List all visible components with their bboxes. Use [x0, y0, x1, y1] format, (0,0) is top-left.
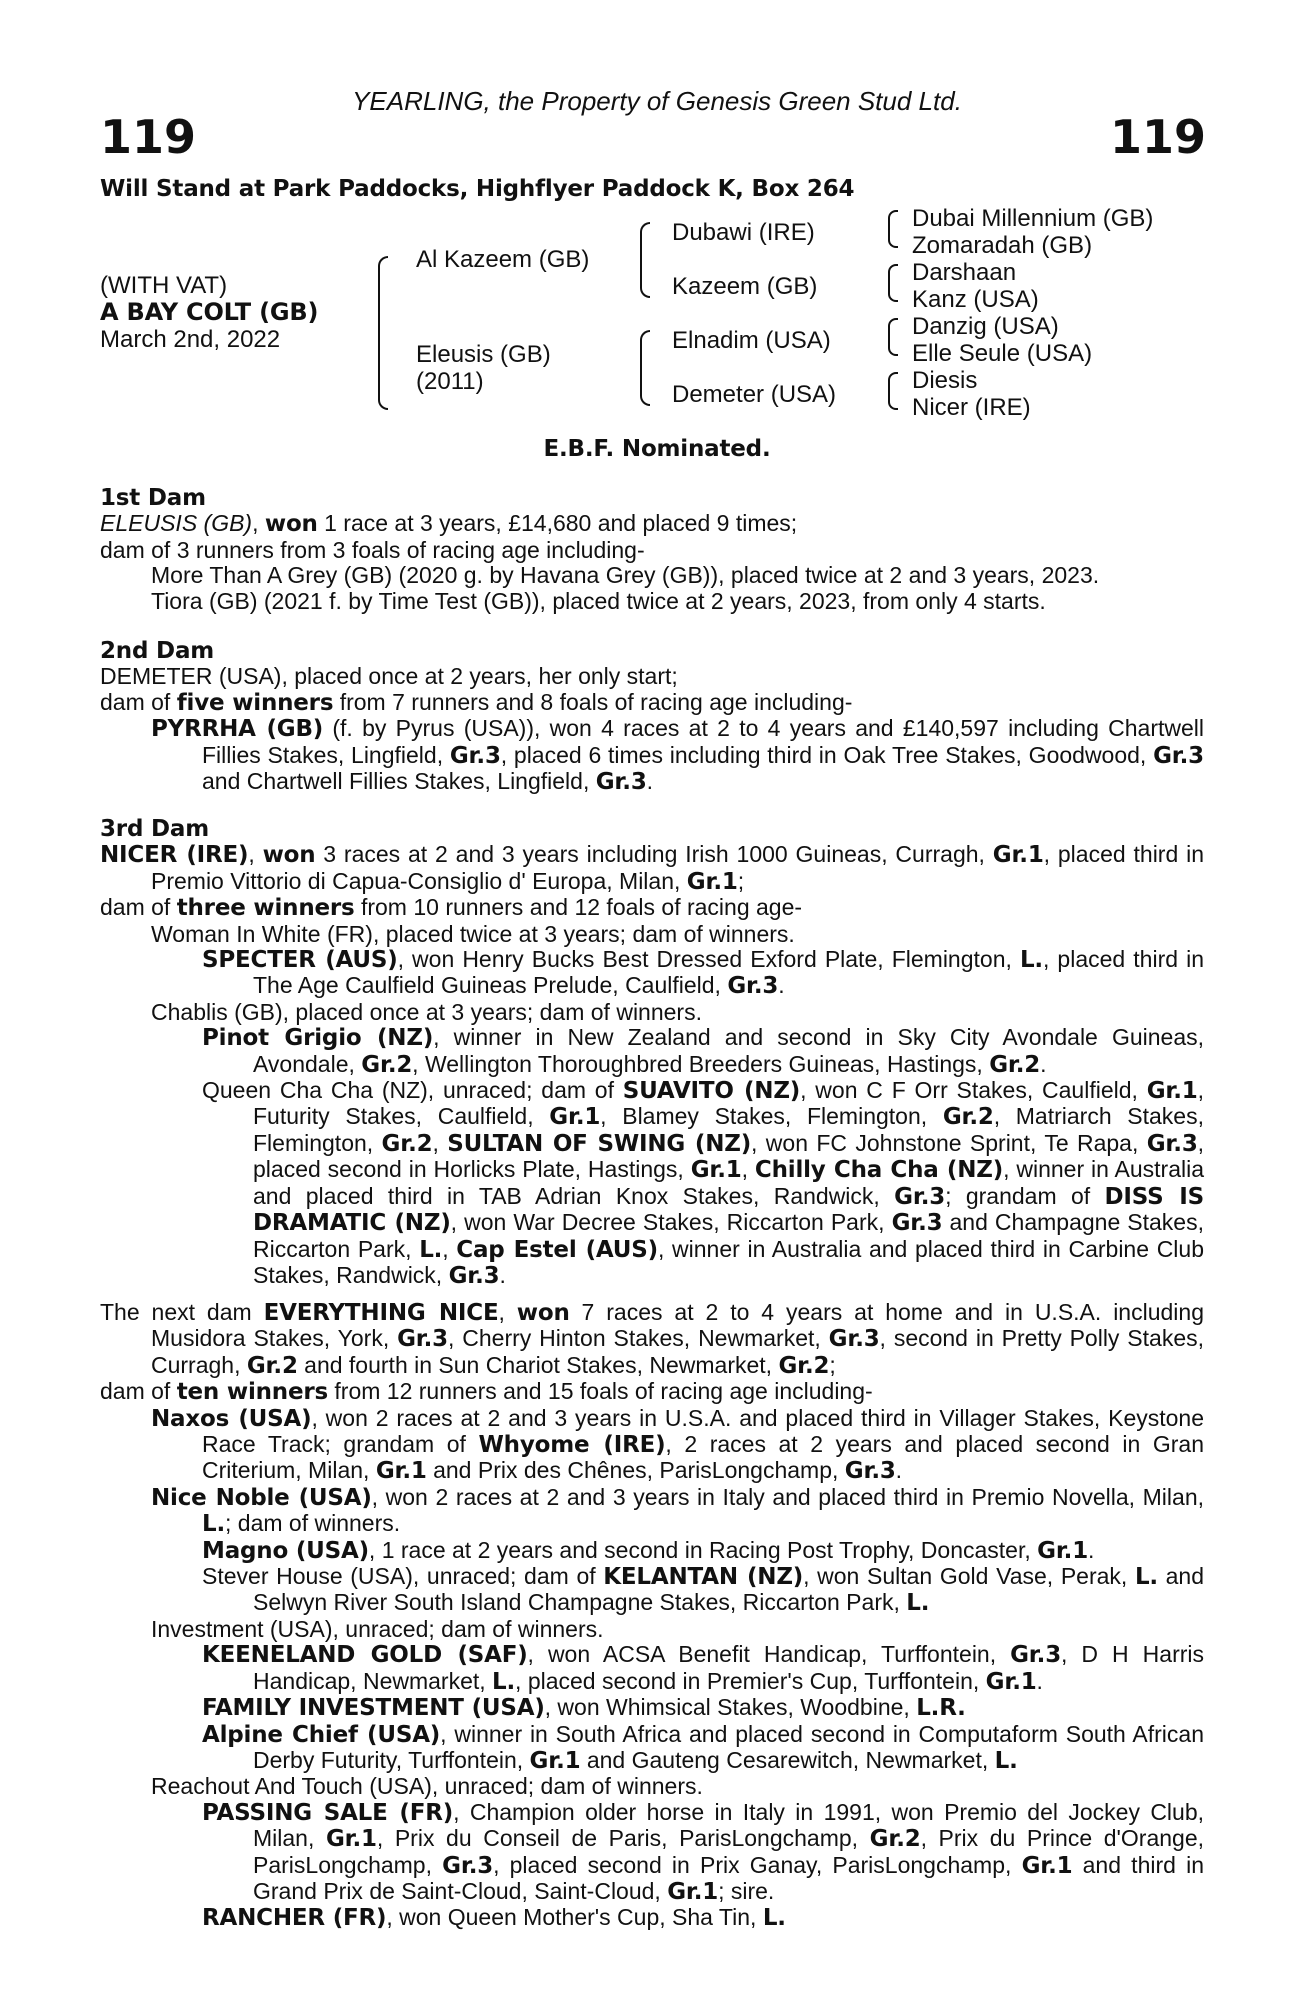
dam-year: (2011) — [416, 368, 484, 395]
text-bold: Gr.2 — [989, 1051, 1041, 1078]
third-dam-record — [100, 842, 1204, 895]
text: , won Queen Mother's Cup, Sha Tin, — [386, 1904, 763, 1931]
next-dam-section — [100, 1300, 1204, 1932]
next-dam-record — [100, 1300, 1204, 1379]
second-dam-record: DEMETER (USA), placed once at 2 years, her only start; — [100, 663, 678, 690]
text: , placed third in The Age Caulfield Guineas Prelude, Caulfield, — [253, 946, 1204, 999]
text-bold: L. — [202, 1511, 225, 1538]
text-bold: L. — [419, 1236, 443, 1263]
first-dam-heading: 1st Dam — [100, 485, 206, 511]
text-bold: Gr.1 — [690, 1157, 742, 1184]
text-bold: Gr.1 — [529, 1747, 581, 1774]
text: ; — [829, 1351, 836, 1378]
text-bold: Gr.3 — [397, 1326, 448, 1353]
text: , Prix du Prince d'Orange, ParisLongchamp, — [253, 1825, 1205, 1878]
first-dam-name: ELEUSIS (GB) — [100, 510, 253, 537]
text: , placed third in Premio Vittorio di Capua-Consiglio d' Europa, Milan, — [151, 841, 1204, 894]
third-dam-heading: 3rd Dam — [100, 816, 209, 842]
text-bold: five winners — [176, 689, 334, 716]
produce-item — [100, 1025, 1204, 1078]
horse-name: A BAY COLT (GB) — [100, 298, 319, 326]
next-dam-produce-summary — [100, 1379, 1204, 1405]
text: from 10 runners and 12 foals of racing age- — [354, 894, 803, 921]
text: , 1 race at 2 years and second in Racing Post Trophy, Doncaster, — [368, 1536, 1038, 1563]
text: , Futurity Stakes, Caulfield, — [253, 1077, 1204, 1130]
text: , winner in South Africa and placed second in Computaform South African Derby Futurity, Turffontein, — [253, 1720, 1204, 1773]
first-dam-produce-summary: dam of 3 runners from 3 foals of racing age including- — [100, 536, 645, 563]
text-bold: Gr.3 — [844, 1458, 896, 1485]
text: and Chartwell Fillies Stakes, Lingfield, — [202, 768, 596, 795]
dam-dam: Demeter (USA) — [672, 381, 837, 408]
text-bold: L.R. — [916, 1695, 966, 1722]
text: ; dam of winners. — [225, 1510, 401, 1537]
text: , — [432, 1129, 448, 1156]
text: , Matriarch Stakes, Flemington, — [253, 1103, 1204, 1156]
ggp-3: Darshaan — [912, 259, 1017, 286]
text-bold: Gr.2 — [778, 1352, 830, 1379]
produce-item — [100, 716, 1204, 795]
ggp-7: Diesis — [912, 367, 978, 394]
produce-item: Investment (USA), unraced; dam of winners. — [151, 1615, 604, 1642]
text-bold: Gr.3 — [727, 973, 779, 1000]
text-bold: L. — [906, 1590, 930, 1617]
produce-item: Reachout And Touch (USA), unraced; dam of winners. — [151, 1773, 703, 1800]
text-bold: Gr.3 — [1146, 1130, 1198, 1157]
text-bold: L. — [762, 1905, 786, 1932]
text-bold: Gr.3 — [449, 742, 501, 769]
text-bold: Gr.2 — [361, 1051, 413, 1078]
lot-number-right: 119 — [1109, 110, 1206, 164]
text-bold: Gr.3 — [828, 1326, 880, 1353]
produce-item — [100, 1538, 1204, 1564]
text: . — [499, 1261, 506, 1288]
produce-name: Nice Noble (USA) — [151, 1484, 372, 1511]
text-bold: Gr.1 — [375, 1458, 427, 1485]
pedigree-brace-g3 — [888, 318, 898, 356]
text: ; sire. — [718, 1877, 775, 1904]
sire-sire: Dubawi (IRE) — [672, 219, 815, 246]
text-bold: Gr.1 — [1037, 1537, 1089, 1564]
produce-item — [100, 1800, 1204, 1906]
produce-name: FAMILY INVESTMENT (USA) — [202, 1695, 545, 1722]
produce-item: Tiora (GB) (2021 f. by Time Test (GB)), placed twice at 2 years, 2023, from only 4 starts. — [151, 587, 1046, 614]
ggp-4: Kanz (USA) — [912, 286, 1039, 313]
text: and Gauteng Cesarewitch, Newmarket, — [580, 1746, 995, 1773]
second-dam-produce-summary — [100, 690, 1204, 716]
text: , placed second in Premier's Cup, Turffontein, — [515, 1667, 986, 1694]
text: 7 races at 2 to 4 years at home and in U.S.A. including Musidora Stakes, York, — [151, 1299, 1204, 1352]
produce-item — [100, 1406, 1204, 1485]
text: , winner in Australia and placed third in TAB Adrian Knox Stakes, Randwick, — [253, 1156, 1205, 1209]
text: , — [442, 1235, 457, 1262]
text-bold: three winners — [176, 895, 355, 922]
ggp-5: Danzig (USA) — [912, 313, 1059, 340]
text: . — [1088, 1536, 1095, 1563]
second-dam-section — [100, 639, 1204, 795]
text: and fourth in Sun Chariot Stakes, Newmarket, — [297, 1351, 779, 1378]
produce-item — [100, 1485, 1204, 1538]
produce-item — [100, 1564, 1204, 1617]
text: , placed second in Prix Ganay, ParisLongchamp, — [493, 1851, 1022, 1878]
text-bold: Gr.2 — [246, 1352, 298, 1379]
text-bold: Gr.3 — [891, 1210, 943, 1237]
text: , won FC Johnstone Sprint, Te Rapa, — [751, 1129, 1147, 1156]
pedigree-brace-main — [378, 256, 388, 410]
text: 3 races at 2 and 3 years including Irish 1000 Guineas, Curragh, — [315, 841, 993, 868]
text: and Selwyn River South Island Champagne Stakes, Riccarton Park, — [253, 1563, 1204, 1616]
ggp-6: Elle Seule (USA) — [912, 340, 1093, 367]
produce-name: SULTAN OF SWING (NZ) — [447, 1130, 752, 1157]
ggp-8: Nicer (IRE) — [912, 394, 1031, 421]
catalogue-header: YEARLING, the Property of Genesis Green Stud Ltd. — [352, 86, 962, 116]
next-dam-name: EVERYTHING NICE — [263, 1300, 499, 1326]
text: , placed second in Horlicks Plate, Hastings, — [253, 1129, 1205, 1183]
produce-name: PYRRHA (GB) — [151, 716, 324, 743]
first-dam-section — [100, 486, 1204, 614]
text-bold: Gr.3 — [442, 1852, 494, 1879]
sire-dam: Kazeem (GB) — [672, 273, 818, 300]
produce-item — [100, 1905, 1204, 1931]
text-bold: won — [264, 511, 318, 538]
text: , placed 6 times including third in Oak Tree Stakes, Goodwood, — [500, 741, 1154, 768]
text: , won Sultan Gold Vase, Perak, — [803, 1563, 1135, 1590]
text-bold: Gr.1 — [985, 1668, 1037, 1695]
text: , — [248, 841, 263, 868]
produce-name: RANCHER (FR) — [202, 1905, 387, 1932]
text: , won Whimsical Stakes, Woodbine, — [544, 1694, 917, 1721]
ggp-1: Dubai Millennium (GB) — [912, 205, 1154, 232]
text: . — [646, 768, 654, 795]
sire: Al Kazeem (GB) — [416, 246, 590, 273]
text: , — [741, 1156, 755, 1183]
text: , second in Pretty Polly Stakes, Curragh, — [151, 1325, 1205, 1378]
produce-item — [100, 1642, 1204, 1695]
produce-item: Chablis (GB), placed once at 3 years; dam of winners. — [151, 998, 702, 1025]
first-dam-record — [100, 511, 1204, 537]
produce-item: More Than A Grey (GB) (2020 g. by Havana Grey (GB)), placed twice at 2 and 3 years, 2023. — [151, 562, 1100, 589]
text: ; — [737, 867, 745, 894]
text-bold: won — [262, 842, 316, 869]
text-bold: Gr.2 — [869, 1826, 921, 1853]
text-bold: Gr.2 — [942, 1104, 994, 1131]
pedigree-brace-dam — [640, 330, 650, 406]
text: from 7 runners and 8 foals of racing age including- — [333, 688, 853, 715]
ebf-nominated: E.B.F. Nominated. — [543, 436, 771, 462]
dam-sire: Elnadim (USA) — [672, 327, 831, 354]
text: , winner in Australia and placed third in Carbine Club Stakes, Randwick, — [253, 1235, 1204, 1288]
produce-item: Woman In White (FR), placed twice at 3 years; dam of winners. — [151, 920, 795, 947]
text: , won 2 races at 2 and 3 years in U.S.A. and placed third in Villager Stakes, Keystone Race Track; grandam of — [202, 1404, 1204, 1458]
text: . — [778, 972, 785, 999]
text-bold: won — [516, 1300, 570, 1326]
text: Queen Cha Cha (NZ), unraced; dam of — [202, 1077, 623, 1104]
text: , won C F Orr Stakes, Caulfield, — [800, 1077, 1147, 1104]
text-bold: L. — [1019, 947, 1043, 974]
text: Stever House (USA), unraced; dam of — [202, 1563, 604, 1590]
produce-name: KEENELAND GOLD (SAF) — [202, 1642, 528, 1669]
dam: Eleusis (GB) — [416, 341, 551, 368]
text-bold: L. — [994, 1747, 1018, 1774]
text: , — [498, 1299, 517, 1325]
text-bold: Gr.3 — [595, 769, 647, 796]
text-bold: L. — [1134, 1564, 1158, 1591]
text: and Champagne Stakes, Riccarton Park, — [253, 1209, 1204, 1262]
text-bold: Gr.1 — [667, 1878, 719, 1905]
second-dam-heading: 2nd Dam — [100, 638, 215, 664]
produce-item — [100, 1695, 1204, 1721]
text: , won ACSA Benefit Handicap, Turffontein, — [527, 1641, 1011, 1668]
produce-name: PASSING SALE (FR) — [202, 1799, 454, 1826]
third-dam-name: NICER (IRE) — [100, 842, 249, 869]
text: dam of — [100, 1378, 177, 1405]
text: , Cherry Hinton Stakes, Newmarket, — [447, 1325, 829, 1352]
text: and third in Grand Prix de Saint-Cloud, Saint-Cloud, — [253, 1851, 1204, 1904]
text: , Prix du Conseil de Paris, ParisLongchamp, — [376, 1825, 870, 1852]
text-bold: Gr.1 — [686, 868, 738, 895]
pedigree-brace-g4 — [888, 372, 898, 410]
produce-name: Cap Estel (AUS) — [456, 1236, 658, 1263]
text-bold: L. — [492, 1668, 516, 1695]
text: (f. by Pyrus (USA)), won 4 races at 2 to 4 years and £140,597 including Chartwell Fillies Stakes, Lingfield, — [202, 715, 1204, 768]
text-bold: Gr.3 — [1010, 1642, 1062, 1669]
text: and Prix des Chênes, ParisLongchamp, — [426, 1457, 845, 1484]
produce-item — [100, 1078, 1204, 1289]
text: . — [1036, 1667, 1043, 1694]
text-bold: ten winners — [176, 1379, 329, 1406]
lot-number-left: 119 — [100, 110, 197, 164]
text: from 12 runners and 15 foals of racing age including- — [328, 1378, 873, 1405]
text-bold: Gr.1 — [549, 1104, 601, 1131]
produce-name: Alpine Chief (USA) — [202, 1721, 441, 1748]
text: , Wellington Thoroughbred Breeders Guineas, Hastings, — [412, 1050, 990, 1077]
text: . — [895, 1457, 903, 1484]
produce-name: Pinot Grigio (NZ) — [202, 1025, 434, 1052]
text-bold: Gr.2 — [381, 1130, 433, 1157]
stand-location: Will Stand at Park Paddocks, Highflyer Paddock K, Box 264 — [100, 176, 855, 202]
produce-name: SPECTER (AUS) — [202, 947, 398, 974]
text-bold: Gr.3 — [448, 1262, 500, 1289]
produce-item — [100, 1722, 1204, 1775]
text: dam of — [100, 894, 177, 921]
produce-name: Magno (USA) — [202, 1537, 369, 1564]
text: , 2 races at 2 years and placed second in Gran Criterium, Milan, — [202, 1431, 1204, 1484]
vat-note: (WITH VAT) — [100, 272, 228, 299]
pedigree-brace-g1 — [888, 210, 898, 248]
pedigree-brace-sire — [640, 222, 650, 298]
third-dam-produce-summary — [100, 895, 1204, 921]
produce-name: KELANTAN (NZ) — [603, 1564, 804, 1591]
produce-name: DISS IS DRAMATIC (NZ) — [253, 1183, 1204, 1237]
produce-name: SUAVITO (NZ) — [622, 1078, 801, 1105]
text: 1 race at 3 years, £14,680 and placed 9 times; — [317, 510, 798, 537]
text-bold: Gr.1 — [325, 1826, 377, 1853]
ggp-2: Zomaradah (GB) — [912, 232, 1093, 259]
text-bold: Gr.3 — [894, 1183, 946, 1210]
text: The next dam — [100, 1299, 264, 1325]
third-dam-section — [100, 817, 1204, 1289]
foaling-date: March 2nd, 2022 — [100, 326, 281, 353]
text: , Blamey Stakes, Flemington, — [600, 1103, 943, 1130]
text: , D H Harris Handicap, Newmarket, — [253, 1641, 1204, 1694]
text-bold: Gr.1 — [1146, 1078, 1198, 1105]
text: . — [1040, 1050, 1047, 1077]
text: , — [252, 510, 265, 537]
text-bold: Gr.1 — [992, 842, 1044, 869]
produce-name: Chilly Cha Cha (NZ) — [754, 1157, 1004, 1184]
produce-item — [100, 947, 1204, 1000]
text: , won War Decree Stakes, Riccarton Park, — [450, 1209, 892, 1236]
text-bold: Gr.1 — [1021, 1852, 1073, 1879]
text: , winner in New Zealand and second in Sky City Avondale Guineas, Avondale, — [253, 1024, 1204, 1077]
text: , Champion older horse in Italy in 1991, won Premio del Jockey Club, Milan, — [253, 1798, 1205, 1852]
text: ; grandam of — [945, 1182, 1105, 1209]
produce-name: Whyome (IRE) — [478, 1432, 666, 1459]
produce-name: Naxos (USA) — [151, 1405, 312, 1432]
text: dam of — [100, 688, 177, 715]
text-bold: Gr.3 — [1153, 742, 1204, 769]
pedigree-brace-g2 — [888, 264, 898, 302]
text: , won Henry Bucks Best Dressed Exford Plate, Flemington, — [397, 946, 1020, 973]
text: , won 2 races at 2 and 3 years in Italy and placed third in Premio Novella, Milan, — [371, 1483, 1205, 1510]
